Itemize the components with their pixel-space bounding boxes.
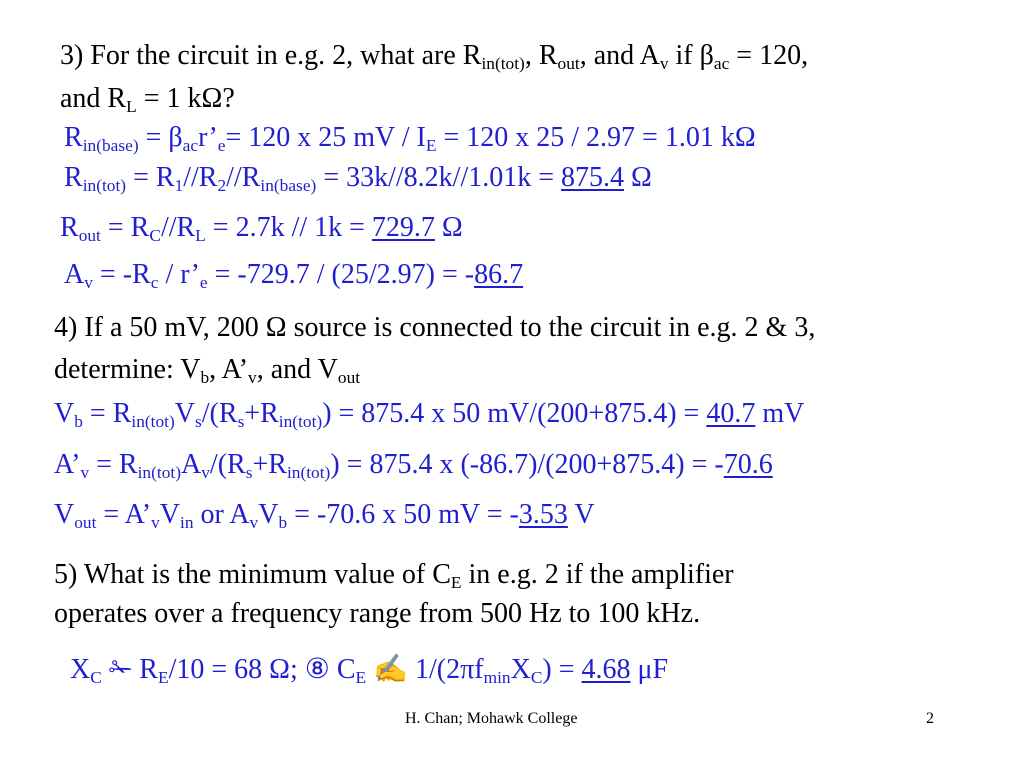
q5-answer-ce: $X_C$ ✁ $R_E/10 = 68$ Ω; ⑧ $C_E$ ✍ $1/(2\pi f_{min}X_C) = 4.68$ μF: [70, 654, 669, 688]
q4-question-line1: 4) If a 50 mV, 200 Ω source is connected to the circuit in e.g. 2 & 3,: [54, 312, 816, 343]
q5-question-line1: 5) What is the minimum value of $C_E$ in e.g. 2 if the amplifier: [54, 559, 734, 593]
q3-answer-av: $A_v = -R_c$ / $r’_e = -729.7 / (25/2.97) = -86.7$: [64, 259, 524, 293]
q3-question-line1: 3) For the circuit in e.g. 2, what are $R_{in(tot)}$, $R_{out}$, and $A_v$ if $\beta_{ac} = 120$,: [60, 40, 809, 74]
q3-answer-rin-base: $R_{in(base)}$ = $\beta_{ac}r’_e= 120$ x 25 mV / $I_E = 120$ x 25 / 2.97 = 1.01 kΩ: [64, 122, 756, 156]
answer-vb-value: 40.7: [706, 398, 756, 429]
q4-answer-av-prime: $A’_v = R_{in(tot)}A_v/(R_s+R_{in(tot)}) = 875.4$ x (-86.7)/(200+875.4) = -70.6: [54, 449, 773, 483]
answer-vout-value: 3.53: [518, 499, 568, 530]
answer-av-value: 86.7: [474, 259, 524, 290]
footer-credit: H. Chan; Mohawk College: [405, 710, 578, 727]
page-number: 2: [926, 710, 934, 727]
q4-answer-vout: $V_{out}$ = $A’_vV_{in}$ or $A_vV_b = -70.6$ x 50 mV = -3.53 V: [54, 499, 595, 533]
answer-rin-tot-value: 875.4: [561, 162, 625, 193]
q5-question-line2: operates over a frequency range from 500 Hz to 100 kHz.: [54, 598, 701, 629]
answer-av-prime-value: 70.6: [723, 449, 773, 480]
q3-question-line2: and $R_L = 1$ kΩ?: [60, 83, 235, 117]
answer-rout-value: 729.7: [371, 212, 435, 243]
q3-answer-rin-tot: $R_{in(tot)} = R_1//R_2//R_{in(base)} = 33k//8.2k//1.01k = 875.4$ Ω: [64, 162, 652, 196]
q3-answer-rout: $R_{out} = R_C//R_L = 2.7k // 1k = 729.7$ Ω: [60, 212, 463, 246]
answer-ce-value: 4.68: [581, 654, 631, 685]
q4-question-line2: determine: $V_b$, $A’_v$, and $V_{out}$: [54, 354, 361, 388]
q4-answer-vb: $V_b = R_{in(tot)}V_s/(R_s+R_{in(tot)}) = 875.4$ x 50 mV/(200+875.4) = 40.7 mV: [54, 398, 805, 432]
